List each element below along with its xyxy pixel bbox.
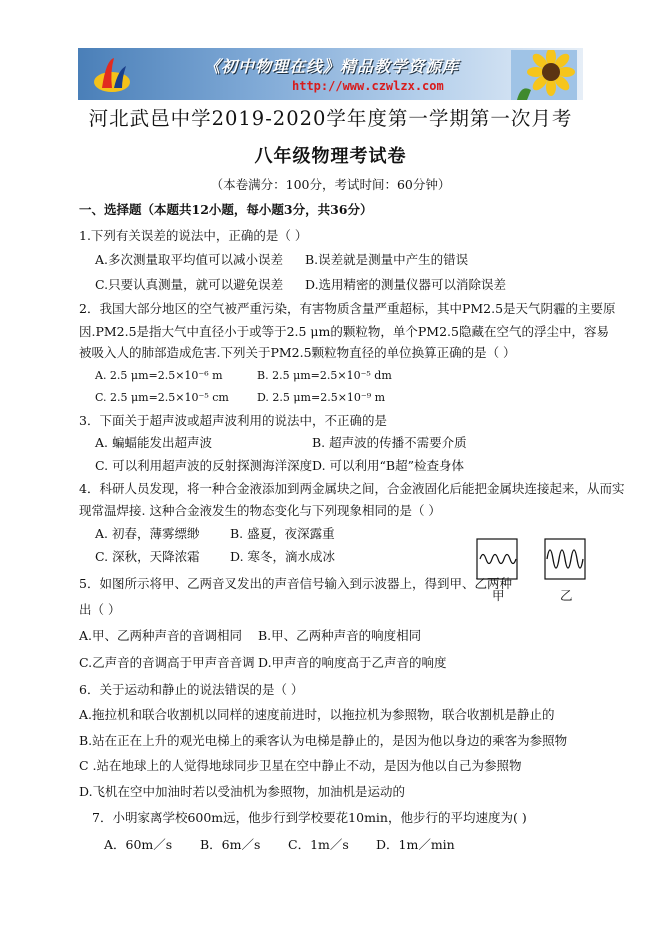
q2-option-b: B. 2.5 μm=2.5×10⁻⁵ dm [257,369,392,382]
q2-option-d: D. 2.5 μm=2.5×10⁻⁹ m [257,391,386,404]
q4-option-d: D. 寒冬，滴水成冰 [230,549,336,564]
q6-option-c: C .站在地球上的人觉得地球同步卫星在空中静止不动，是因为他以自己为参照物 [79,758,522,773]
q7-option-a: A．60m／s [104,837,173,852]
oscilloscope-jia-figure [476,538,518,580]
q5-option-c: C.乙声音的音调高于甲声音音调 [79,655,255,670]
q4-option-b: B. 盛夏，夜深露重 [230,526,335,541]
oscilloscope-yi-figure [544,538,586,580]
q2-option-a: A. 2.5 μm=2.5×10⁻⁶ m [95,369,223,382]
q5-option-a: A.甲、乙两种声音的音调相同 [79,628,243,643]
q4-stem-line2: 现常温焊接. 这种合金液发生的物态变化与下列现象相同的是（ ） [79,503,441,518]
q5-stem-line1: 5．如图所示将甲、乙两音叉发出的声音信号输入到示波器上，得到甲、乙两种 [79,576,512,591]
q1-option-d: D.选用精密的测量仪器可以消除误差 [305,277,507,292]
q7-option-c: C．1m／s [288,837,349,852]
q6-option-b: B.站在正在上升的观光电梯上的乘客认为电梯是静止的，是因为他以身边的乘客为参照物 [79,733,568,748]
q3-option-a: A. 蝙蝠能发出超声波 [95,435,212,450]
q4-option-c: C. 深秋，天降浓霜 [95,549,200,564]
q2-stem-line3: 被吸入人的肺部造成危害.下列关于PM2.5颗粒物直径的单位换算正确的是（ ） [79,345,516,360]
q4-option-a: A. 初春，薄雾缥缈 [95,526,200,541]
q4-stem-line1: 4．科研人员发现，将一种合金液添加到两金属块之间，合金液固化后能把金属块连接起来，从而实 [79,481,625,496]
site-logo-icon [92,52,132,96]
exam-info: （本卷满分：100分，考试时间：60分钟） [210,177,451,192]
q1-stem: 1.下列有关误差的说法中，正确的是（ ） [79,228,308,243]
header-banner [78,48,583,100]
q5-option-b: B.甲、乙两种声音的响度相同 [258,628,422,643]
q7-stem: 7．小明家离学校600m远，他步行到学校要花10min，他步行的平均速度为( ) [92,810,527,825]
q6-option-d: D.飞机在空中加油时若以受油机为参照物，加油机是运动的 [79,784,406,799]
banner-url: http://www.czwlzx.com [292,79,444,93]
q7-option-d: D．1m／min [376,837,455,852]
exam-subtitle: 八年级物理考试卷 [254,146,407,167]
q5-option-d: D.甲声音的响度高于乙声音的响度 [258,655,447,670]
section-heading: 一、选择题（本题共12小题，每小题3分，共36分） [79,202,373,217]
q3-option-c: C. 可以利用超声波的反射探测海洋深度 [95,458,313,473]
figure-label-jia: 甲 [492,588,505,603]
q2-option-c: C. 2.5 μm=2.5×10⁻⁵ cm [95,391,229,404]
q3-option-d: D. 可以利用“B超”检查身体 [312,458,464,473]
banner-title: 《初中物理在线》精品教学资源库 [204,57,460,76]
q7-option-b: B．6m／s [200,837,261,852]
sunflower-icon [511,50,577,100]
q5-stem-line2: 出（ ） [79,602,121,617]
q3-option-b: B. 超声波的传播不需要介质 [312,435,467,450]
q1-option-b: B.误差就是测量中产生的错误 [305,252,469,267]
q2-stem-line2: 因.PM2.5是指大气中直径小于或等于2.5 μm的颗粒物，单个PM2.5隐藏在空气的浮尘中，容易 [79,324,609,339]
q1-option-c: C.只要认真测量，就可以避免误差 [95,277,284,292]
q1-option-a: A.多次测量取平均值可以减小误差 [95,252,284,267]
exam-title: 河北武邑中学2019-2020学年度第一学期第一次月考 [88,107,573,130]
q2-stem-line1: 2．我国大部分地区的空气被严重污染，有害物质含量严重超标，其中PM2.5是天气阴霾的主要原 [79,301,616,316]
q3-stem: 3．下面关于超声波或超声波利用的说法中，不正确的是 [79,413,387,428]
q6-option-a: A.拖拉机和联合收割机以同样的速度前进时，以拖拉机为参照物，联合收割机是静止的 [79,707,555,722]
q6-stem: 6．关于运动和静止的说法错误的是（ ） [79,682,304,697]
figure-label-yi: 乙 [560,588,573,603]
